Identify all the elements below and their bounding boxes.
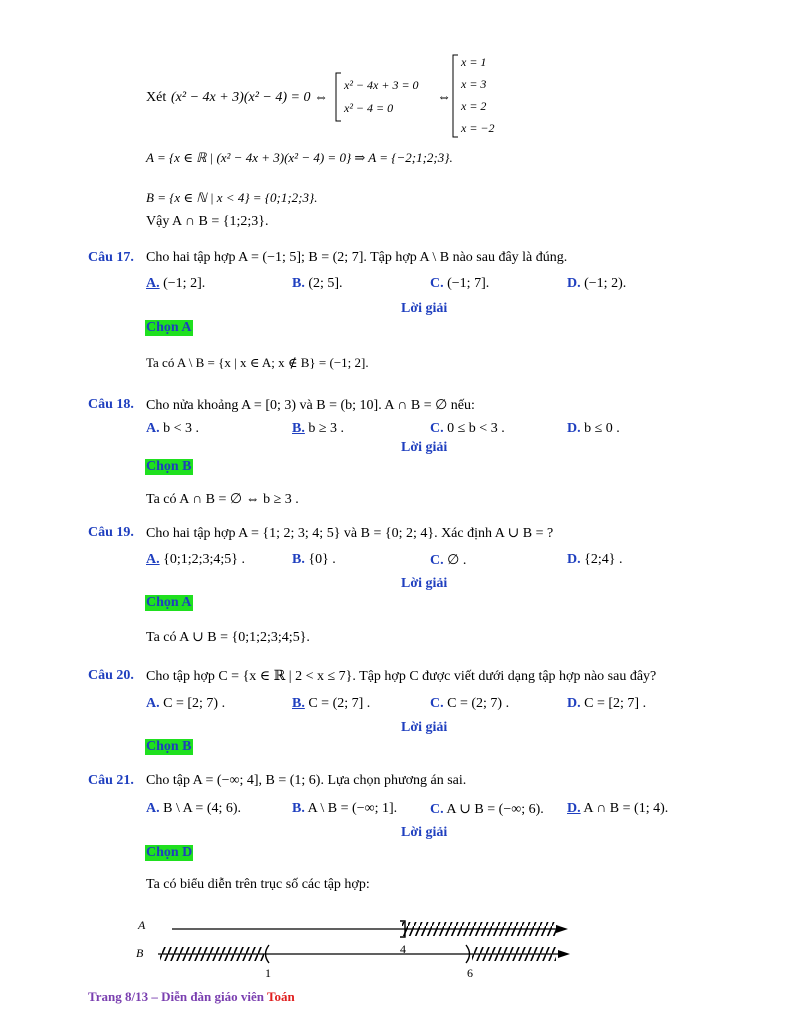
system-line-2: x² − 4 = 0	[344, 101, 394, 115]
set-a-definition: A = {x ∈ ℝ | (x² − 4x + 3)(x² − 4) = 0} ⇒ A = {−2;1;2;3}.	[146, 150, 453, 165]
q19-option-c[interactable]: C. ∅ .	[430, 553, 467, 568]
q17-option-d[interactable]: D. (−1; 2).	[567, 276, 627, 291]
hatch-b-right	[472, 947, 556, 961]
footer-page-number: Trang 8/13	[88, 989, 149, 1004]
question-19-label: Câu 19.	[88, 525, 134, 540]
q17-explanation: Ta có A \ B = {x | x ∈ A; x ∉ B} = (−1; 2].	[146, 355, 369, 370]
question-18-text: Cho nửa khoảng A = [0; 3) và B = (b; 10]. A ∩ B = ∅ nếu:	[146, 398, 475, 413]
q21-solution-heading: Lời giải	[401, 825, 448, 840]
tick-label-6: 6	[467, 966, 473, 980]
q20-option-a[interactable]: A. C = [2; 7) .	[146, 696, 226, 711]
question-20-label: Câu 20.	[88, 668, 134, 683]
q17-chosen-answer: Chọn A	[146, 320, 192, 335]
hatch-b-left	[160, 947, 264, 961]
xet-label: Xét	[146, 90, 167, 105]
q18-option-a[interactable]: A. b < 3 .	[146, 421, 200, 436]
set-b-definition: B = {x ∈ ℕ | x < 4} = {0;1;2;3}.	[146, 190, 318, 205]
system-line-1: x² − 4x + 3 = 0	[344, 78, 419, 92]
footer-forum: – Diễn đàn giáo viên	[148, 989, 268, 1004]
q19-option-b[interactable]: B. {0} .	[292, 552, 336, 567]
q18-option-c[interactable]: C. 0 ≤ b < 3 .	[430, 421, 505, 436]
question-20-text: Cho tập hợp C = {x ∈ ℝ | 2 < x ≤ 7}. Tập hợp C được viết dưới dạng tập hợp nào sau đây?	[146, 669, 657, 684]
conclusion: Vậy A ∩ B = {1;2;3}.	[146, 214, 269, 229]
q19-chosen-answer: Chọn A	[146, 595, 192, 610]
question-21-text: Cho tập A = (−∞; 4], B = (1; 6). Lựa chọn phương án sai.	[146, 773, 467, 788]
q21-option-c[interactable]: C. A ∪ B = (−∞; 6).	[430, 802, 544, 817]
q18-chosen-answer: Chọn B	[146, 459, 192, 474]
q18-explanation: Ta có A ∩ B = ∅ ⇔ b ≥ 3 .	[146, 492, 299, 507]
q20-chosen-answer: Chọn B	[146, 739, 192, 754]
question-18-label: Câu 18.	[88, 397, 134, 412]
question-17-text: Cho hai tập hợp A = (−1; 5]; B = (2; 7]. Tập hợp A \ B nào sau đây là đúng.	[146, 250, 568, 265]
q21-option-b[interactable]: B. A \ B = (−∞; 1].	[292, 801, 398, 816]
system-bracket	[335, 72, 343, 122]
q17-option-c[interactable]: C. (−1; 7].	[430, 276, 490, 291]
root-3: x = 2	[461, 99, 487, 113]
page-footer	[88, 989, 295, 1005]
q21-explanation: Ta có biểu diễn trên trục số các tập hợp:	[146, 877, 370, 892]
q19-option-a[interactable]: A. {0;1;2;3;4;5} .	[146, 552, 246, 567]
hatch-a-right	[402, 922, 556, 936]
number-line-label-a: A	[138, 918, 146, 932]
q17-solution-heading: Lời giải	[401, 301, 448, 316]
number-line-label-b: B	[136, 946, 144, 960]
q19-option-d[interactable]: D. {2;4} .	[567, 552, 623, 567]
q18-option-b[interactable]: B. b ≥ 3 .	[292, 421, 345, 436]
root-2: x = 3	[461, 77, 487, 91]
tick-label-1: 1	[265, 966, 271, 980]
q20-solution-heading: Lời giải	[401, 720, 448, 735]
question-21-label: Câu 21.	[88, 773, 134, 788]
axis-b-arrow	[558, 950, 570, 958]
q19-explanation: Ta có A ∪ B = {0;1;2;3;4;5}.	[146, 630, 310, 645]
q21-chosen-answer: Chọn D	[146, 845, 193, 860]
question-17-label: Câu 17.	[88, 250, 134, 265]
q21-option-a[interactable]: A. B \ A = (4; 6).	[146, 801, 242, 816]
roots-bracket	[452, 54, 460, 138]
tick-label-4: 4	[400, 942, 406, 956]
q18-solution-heading: Lời giải	[401, 440, 448, 455]
q20-option-b[interactable]: B. C = (2; 7] .	[292, 696, 371, 711]
footer-subject: Toán	[267, 989, 295, 1004]
q17-option-b[interactable]: B. (2; 5].	[292, 276, 343, 291]
number-line-diagram	[150, 912, 580, 970]
q17-option-a[interactable]: A. (−1; 2].	[146, 276, 206, 291]
root-4: x = −2	[461, 121, 495, 135]
question-19-text: Cho hai tập hợp A = {1; 2; 3; 4; 5} và B = {0; 2; 4}. Xác định A ∪ B = ?	[146, 526, 554, 541]
equiv-symbol: ⇔	[437, 90, 451, 105]
q21-option-d[interactable]: D. A ∩ B = (1; 4).	[567, 801, 669, 816]
q20-option-d[interactable]: D. C = [2; 7] .	[567, 696, 647, 711]
axis-a-arrow	[556, 925, 568, 933]
q18-option-d[interactable]: D. b ≤ 0 .	[567, 421, 620, 436]
q20-option-c[interactable]: C. C = (2; 7) .	[430, 696, 510, 711]
root-1: x = 1	[461, 55, 487, 69]
q19-solution-heading: Lời giải	[401, 576, 448, 591]
main-equation: (x² − 4x + 3)(x² − 4) = 0 ⇔	[171, 90, 328, 105]
